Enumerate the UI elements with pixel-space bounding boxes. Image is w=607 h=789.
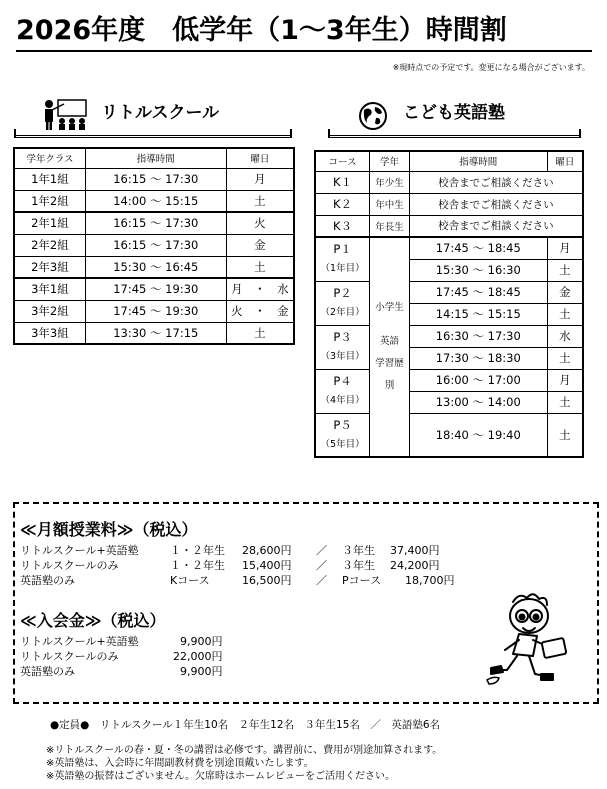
course-year: （2年目） (320, 307, 365, 318)
class-cell: 3年3組 (14, 322, 85, 344)
fee-amount: 37,400円 (390, 544, 440, 557)
course-cell (315, 369, 370, 413)
course-year: （4年目） (320, 395, 365, 406)
table-row (14, 190, 294, 212)
list-item (20, 559, 480, 574)
course-code: P２ (333, 286, 352, 300)
day-cell: 土 (547, 413, 583, 457)
table-row (315, 171, 583, 193)
fee-amount: 9,900円 (180, 635, 223, 648)
footnote: ※英語塾の振替はございません。欠席時はホームレビューをご活用ください。 (46, 771, 395, 782)
footnote: ※英語塾は、入会時に年間副教材費を別途頂戴いたします。 (46, 758, 314, 769)
monthly-fee-list (20, 544, 480, 589)
list-item (20, 544, 480, 559)
day-cell: 火 ・ 金 (226, 300, 294, 322)
table-row (315, 281, 583, 303)
day-cell: 金 (547, 281, 583, 303)
col-header-class: 学年クラス (14, 148, 85, 168)
col-header-day: 曜日 (226, 148, 294, 168)
grade-line: 別 (384, 380, 395, 391)
time-cell: 18:40 ～ 19:40 (409, 413, 547, 457)
fee-label: 英語塾のみ (20, 574, 75, 587)
title-underline (16, 50, 592, 52)
course-year: （3年目） (320, 351, 365, 362)
fee-label: リトルスクールのみ (20, 559, 119, 572)
fee-amount: 9,900円 (180, 665, 223, 678)
course-cell (315, 237, 370, 281)
english-school-table (314, 150, 584, 458)
course-cell: K２ (315, 193, 370, 215)
grade-line: 英語 (379, 336, 399, 347)
fee-group: Kコース (170, 574, 210, 587)
little-school-table (13, 147, 295, 345)
fee-amount: 22,000円 (173, 650, 223, 663)
time-cell: 16:30 ～ 17:30 (409, 325, 547, 347)
day-cell: 土 (547, 259, 583, 281)
col-header-course: コース (315, 151, 370, 171)
class-cell: 2年2組 (14, 234, 85, 256)
day-cell: 土 (226, 322, 294, 344)
time-cell: 17:45 ～ 19:30 (85, 300, 226, 322)
table-row (14, 168, 294, 190)
monthly-fee-heading: ≪月額授業料≫（税込） (20, 520, 198, 539)
course-code: P４ (333, 374, 352, 388)
course-code: P１ (333, 242, 352, 257)
table-row (14, 322, 294, 344)
time-cell: 17:45 ～ 18:45 (409, 237, 547, 259)
schedule-note: ※現時点での予定です。変更になる場合がございます。 (392, 63, 590, 72)
course-year: （5年目） (320, 438, 365, 450)
course-cell: K１ (315, 171, 370, 193)
day-cell: 金 (226, 234, 294, 256)
course-cell (315, 281, 370, 325)
class-cell: 3年2組 (14, 300, 85, 322)
time-cell: 16:00 ～ 17:00 (409, 369, 547, 391)
list-item (20, 635, 260, 650)
fee-group: ３年生 (342, 544, 375, 557)
entry-fee-list (20, 635, 260, 680)
grade-cell: 年中生 (370, 193, 410, 215)
table-row (14, 212, 294, 234)
fee-label: リトルスクール+英語塾 (20, 544, 139, 557)
fee-amount: 15,400円 (242, 559, 292, 572)
day-cell: 土 (547, 303, 583, 325)
time-cell: 14:00 ～ 15:15 (85, 190, 226, 212)
fee-amount: 16,500円 (242, 574, 292, 587)
fee-separator: ／ (316, 559, 327, 572)
grade-line: 学習歴 (375, 358, 404, 369)
grade-line: 小学生 (375, 302, 404, 313)
grade-cell (370, 237, 410, 457)
col-header-grade: 学年 (370, 151, 410, 171)
capacity-info: ●定員● リトルスクール１年生10名 ２年生12名 ３年生15名 ／ 英語塾6名 (50, 719, 441, 731)
teacher-classroom-icon (40, 98, 88, 132)
grade-cell: 年長生 (370, 215, 410, 237)
table-row (315, 413, 583, 457)
fee-label: リトルスクール+英語塾 (20, 635, 139, 648)
table-row (315, 237, 583, 259)
time-cell: 13:00 ～ 14:00 (409, 391, 547, 413)
time-cell: 16:15 ～ 17:30 (85, 234, 226, 256)
time-cell: 17:30 ～ 18:30 (409, 347, 547, 369)
day-cell: 水 (547, 325, 583, 347)
little-school-rule (14, 135, 292, 138)
list-item (20, 650, 260, 665)
fee-group: ３年生 (342, 559, 375, 572)
english-school-heading: こども英語塾 (403, 103, 505, 123)
course-cell: K３ (315, 215, 370, 237)
fee-amount: 24,200円 (390, 559, 440, 572)
footnote: ※リトルスクールの春・夏・冬の講習は必修です。講習前に、費用が別途加算されます。 (46, 745, 443, 756)
entry-fee-heading: ≪入会金≫（税込） (20, 611, 166, 630)
day-cell: 土 (226, 190, 294, 212)
course-cell (315, 413, 370, 457)
class-cell: 1年2組 (14, 190, 85, 212)
course-cell (315, 325, 370, 369)
table-row (14, 234, 294, 256)
class-cell: 2年3組 (14, 256, 85, 278)
little-school-heading: リトルスクール (101, 103, 220, 123)
consult-cell: 校舎までご相談ください (409, 171, 583, 193)
table-row (315, 369, 583, 391)
consult-cell: 校舎までご相談ください (409, 193, 583, 215)
class-cell: 3年1組 (14, 278, 85, 300)
page-title: 2026年度 低学年（1〜3年生）時間割 (16, 15, 507, 46)
running-child-illustration (485, 590, 575, 690)
table-row (315, 215, 583, 237)
course-code: P３ (333, 330, 352, 344)
day-cell: 土 (226, 256, 294, 278)
fee-amount: 28,600円 (242, 544, 292, 557)
day-cell: 火 (226, 212, 294, 234)
class-cell: 2年1組 (14, 212, 85, 234)
class-cell: 1年1組 (14, 168, 85, 190)
day-cell: 土 (547, 391, 583, 413)
fee-amount: 18,700円 (405, 574, 455, 587)
time-cell: 15:30 ～ 16:30 (409, 259, 547, 281)
time-cell: 14:15 ～ 15:15 (409, 303, 547, 325)
table-row (315, 325, 583, 347)
fee-group: １・２年生 (170, 559, 225, 572)
fee-label: リトルスクールのみ (20, 650, 119, 663)
fee-group: １・２年生 (170, 544, 225, 557)
list-item (20, 574, 480, 589)
fee-group: Pコース (342, 574, 382, 587)
time-cell: 15:30 ～ 16:45 (85, 256, 226, 278)
english-school-rule (328, 135, 581, 138)
col-header-time: 指導時間 (409, 151, 547, 171)
table-row (14, 300, 294, 322)
list-item (20, 665, 260, 680)
course-code: P５ (333, 417, 352, 432)
col-header-day: 曜日 (547, 151, 583, 171)
table-row (14, 256, 294, 278)
day-cell: 土 (547, 347, 583, 369)
day-cell: 月 (226, 168, 294, 190)
course-year: （1年目） (320, 263, 365, 275)
grade-cell: 年少生 (370, 171, 410, 193)
day-cell: 月 (547, 237, 583, 259)
time-cell: 13:30 ～ 17:15 (85, 322, 226, 344)
table-row (315, 193, 583, 215)
col-header-time: 指導時間 (85, 148, 226, 168)
time-cell: 17:45 ～ 19:30 (85, 278, 226, 300)
fee-separator: ／ (316, 544, 327, 557)
day-cell: 月 (547, 369, 583, 391)
day-cell: 月 ・ 水 (226, 278, 294, 300)
time-cell: 17:45 ～ 18:45 (409, 281, 547, 303)
time-cell: 16:15 ～ 17:30 (85, 168, 226, 190)
time-cell: 16:15 ～ 17:30 (85, 212, 226, 234)
globe-icon (358, 101, 388, 131)
fee-label: 英語塾のみ (20, 665, 75, 678)
consult-cell: 校舎までご相談ください (409, 215, 583, 237)
fee-separator: ／ (316, 574, 327, 587)
table-row (14, 278, 294, 300)
